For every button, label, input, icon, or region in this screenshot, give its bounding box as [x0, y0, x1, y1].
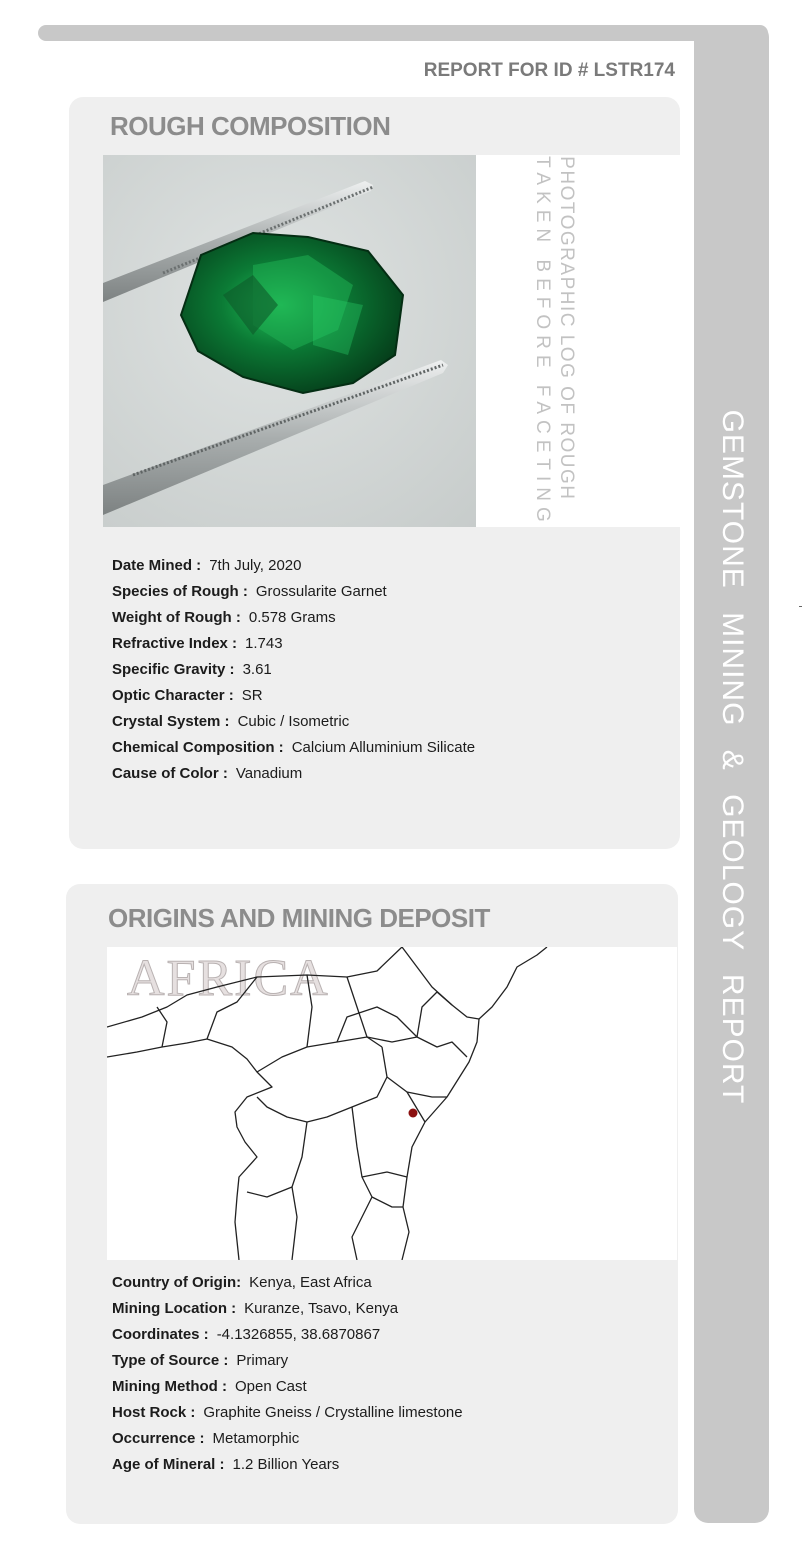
photo-caption [529, 156, 579, 528]
detail-row [112, 1326, 463, 1352]
detail-value: -4.1326855, 38.6870867 [216, 1326, 381, 1343]
detail-row [112, 1404, 463, 1430]
detail-value: 0.578 Grams [248, 609, 336, 626]
photo-caption-line-1: PHOTOGRAPHIC LOG OF ROUGH [556, 156, 577, 501]
detail-value: 1.743 [245, 635, 283, 652]
detail-value: 3.61 [242, 661, 272, 678]
detail-label: Cause of Color : [112, 765, 228, 782]
detail-row [112, 1456, 463, 1482]
rough-composition-title: ROUGH COMPOSITION [110, 111, 391, 141]
gem-with-tweezers-image [103, 155, 476, 527]
detail-label: Chemical Composition : [112, 739, 284, 756]
origin-details-list [112, 1274, 463, 1482]
side-title [694, 409, 769, 1105]
detail-row [112, 609, 475, 635]
detail-label: Crystal System : [112, 713, 230, 730]
detail-row [112, 557, 475, 583]
detail-row [112, 739, 475, 765]
detail-row [112, 1352, 463, 1378]
map-label: AFRICA [127, 950, 330, 1007]
origins-title: ORIGINS AND MINING DEPOSIT [108, 903, 490, 933]
detail-value: 1.2 Billion Years [232, 1456, 340, 1473]
detail-value: Kuranze, Tsavo, Kenya [244, 1300, 399, 1317]
detail-label: Weight of Rough : [112, 609, 241, 626]
detail-value: SR [241, 687, 263, 704]
rough-gem-photo [103, 155, 476, 527]
detail-label: Country of Origin: [112, 1274, 242, 1291]
detail-row [112, 1378, 463, 1404]
side-title-text: GEMSTONE MINING & GEOLOGY REPORT [715, 409, 749, 1105]
detail-label: Date Mined : [112, 557, 202, 574]
detail-value: Vanadium [235, 765, 303, 782]
detail-row [112, 583, 475, 609]
detail-row [112, 661, 475, 687]
africa-map-image [107, 947, 677, 1260]
detail-value: Open Cast [234, 1378, 307, 1395]
detail-label: Mining Location : [112, 1300, 237, 1317]
detail-value: Calcium Alluminium Silicate [291, 739, 476, 756]
detail-label: Optic Character : [112, 687, 234, 704]
detail-row [112, 1430, 463, 1456]
detail-row [112, 1300, 463, 1326]
detail-row [112, 635, 475, 661]
detail-label: Refractive Index : [112, 635, 238, 652]
top-frame-bar [38, 25, 768, 41]
detail-value: Cubic / Isometric [237, 713, 350, 730]
detail-value: Kenya, East Africa [249, 1274, 372, 1291]
detail-label: Coordinates : [112, 1326, 209, 1343]
detail-row [112, 1274, 463, 1300]
detail-label: Age of Mineral : [112, 1456, 225, 1473]
detail-value: Graphite Gneiss / Crystalline limestone [203, 1404, 463, 1421]
detail-label: Occurrence : [112, 1430, 205, 1447]
detail-label: Specific Gravity : [112, 661, 235, 678]
photo-caption-line-2: TAKEN BEFORE FACETING [532, 156, 553, 528]
detail-row [112, 687, 475, 713]
detail-label: Mining Method : [112, 1378, 227, 1395]
detail-label: Species of Rough : [112, 583, 248, 600]
detail-value: Grossularite Garnet [255, 583, 387, 600]
detail-row [112, 765, 475, 791]
detail-label: Host Rock : [112, 1404, 196, 1421]
detail-value: Metamorphic [212, 1430, 300, 1447]
detail-value: 7th July, 2020 [209, 557, 302, 574]
detail-label: Type of Source : [112, 1352, 229, 1369]
detail-row [112, 713, 475, 739]
africa-map [107, 947, 677, 1260]
mining-location-marker [409, 1109, 418, 1118]
rough-photo-area [103, 155, 680, 527]
rough-details-list [112, 557, 475, 791]
detail-value: Primary [236, 1352, 289, 1369]
report-id: REPORT FOR ID # LSTR174 [423, 60, 675, 81]
